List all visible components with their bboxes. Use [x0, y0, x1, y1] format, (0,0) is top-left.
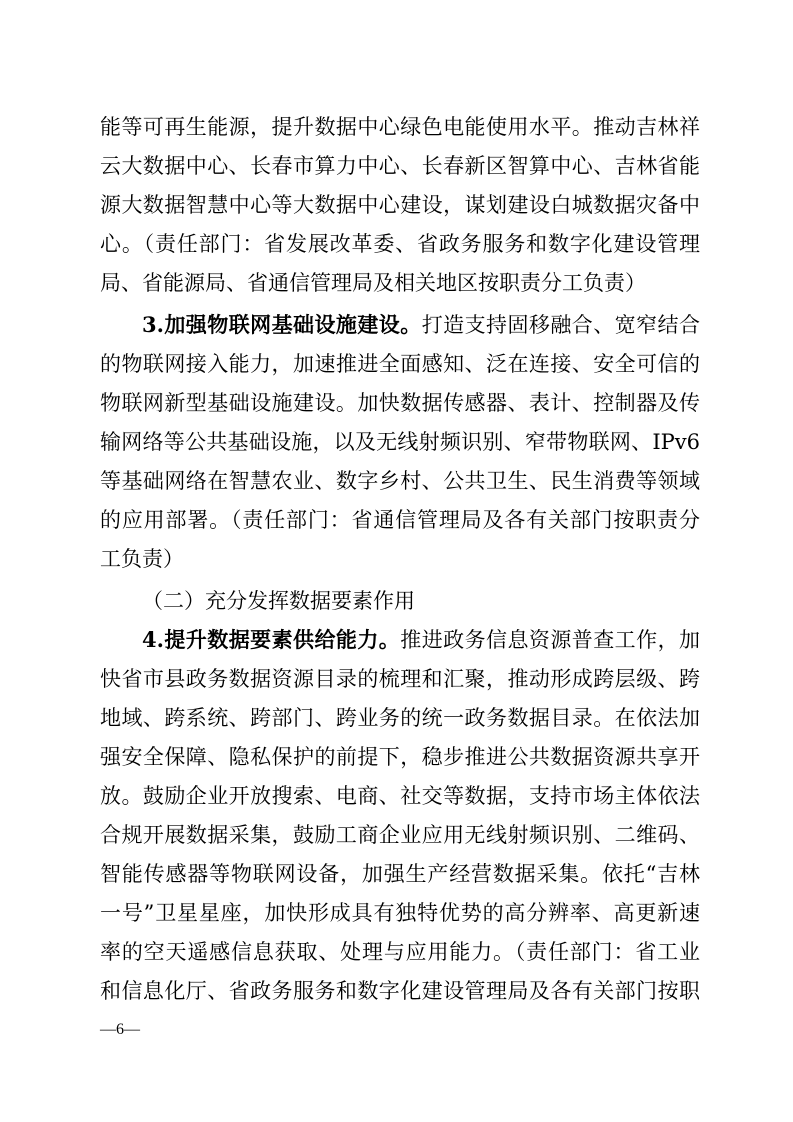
body-text-line: 等基础网络在智慧农业、数字乡村、公共卫生、民生消费等领域 — [100, 469, 700, 493]
body-text-line: 局、省能源局、省通信管理局及相关地区按职责分工负责） — [100, 271, 646, 295]
body-text: 推进政务信息资源普查工作，加 — [400, 628, 701, 652]
body-text-line: 强安全保障、隐私保护的前提下，稳步推进公共数据资源共享开 — [100, 745, 700, 769]
body-text-line: 的物联网接入能力，加速推进全面感知、泛在连接、安全可信的 — [100, 352, 700, 376]
body-text-line: 一号”卫星星座，加快形成具有独特优势的高分辨率、高更新速 — [100, 901, 700, 925]
item-heading: 4.提升数据要素供给能力。 — [142, 627, 401, 652]
body-text-line: 智能传感器等物联网设备，加强生产经营数据采集。依托“吉林 — [100, 862, 700, 886]
body-text-line: 物联网新型基础设施建设。加快数据传感器、表计、控制器及传 — [100, 391, 700, 415]
body-text-line: 放。鼓励企业开放搜索、电商、社交等数据，支持市场主体依法 — [100, 784, 700, 808]
body-text-line: 源大数据智慧中心等大数据中心建设，谋划建设白城数据灾备中 — [100, 193, 700, 217]
paragraph-first-line — [142, 305, 700, 345]
body-text-line: 心。（责任部门：省发展改革委、省政务服务和数字化建设管理 — [100, 232, 700, 256]
item-heading: 3.加强物联网基础设施建设。 — [142, 312, 422, 337]
body-text-line: 工负责） — [100, 547, 184, 571]
section-heading: （二）充分发挥数据要素作用 — [142, 589, 415, 613]
body-text-line: 快省市县政务数据资源目录的梳理和汇聚，推动形成跨层级、跨 — [100, 667, 700, 691]
body-text-line: 云大数据中心、长春市算力中心、长春新区智算中心、吉林省能 — [100, 154, 700, 178]
body-text-line: 和信息化厅、省政务服务和数字化建设管理局及各有关部门按职 — [100, 979, 700, 1003]
body-text-line: 合规开展数据采集，鼓励工商企业应用无线射频识别、二维码、 — [100, 823, 700, 847]
body-text: 打造支持固移融合、宽窄结合 — [421, 313, 701, 337]
body-text-line: 输网络等公共基础设施，以及无线射频识别、窄带物联网、IPv6 — [100, 430, 700, 454]
paragraph-first-line — [142, 620, 700, 660]
page-number: —6— — [100, 1021, 140, 1038]
body-text-line: 地域、跨系统、跨部门、跨业务的统一政务数据目录。在依法加 — [100, 706, 700, 730]
body-text-line: 率的空天遥感信息获取、处理与应用能力。（责任部门：省工业 — [100, 940, 700, 964]
body-text-line: 的应用部署。（责任部门：省通信管理局及各有关部门按职责分 — [100, 508, 700, 532]
body-text-line: 能等可再生能源，提升数据中心绿色电能使用水平。推动吉林祥 — [100, 115, 700, 139]
